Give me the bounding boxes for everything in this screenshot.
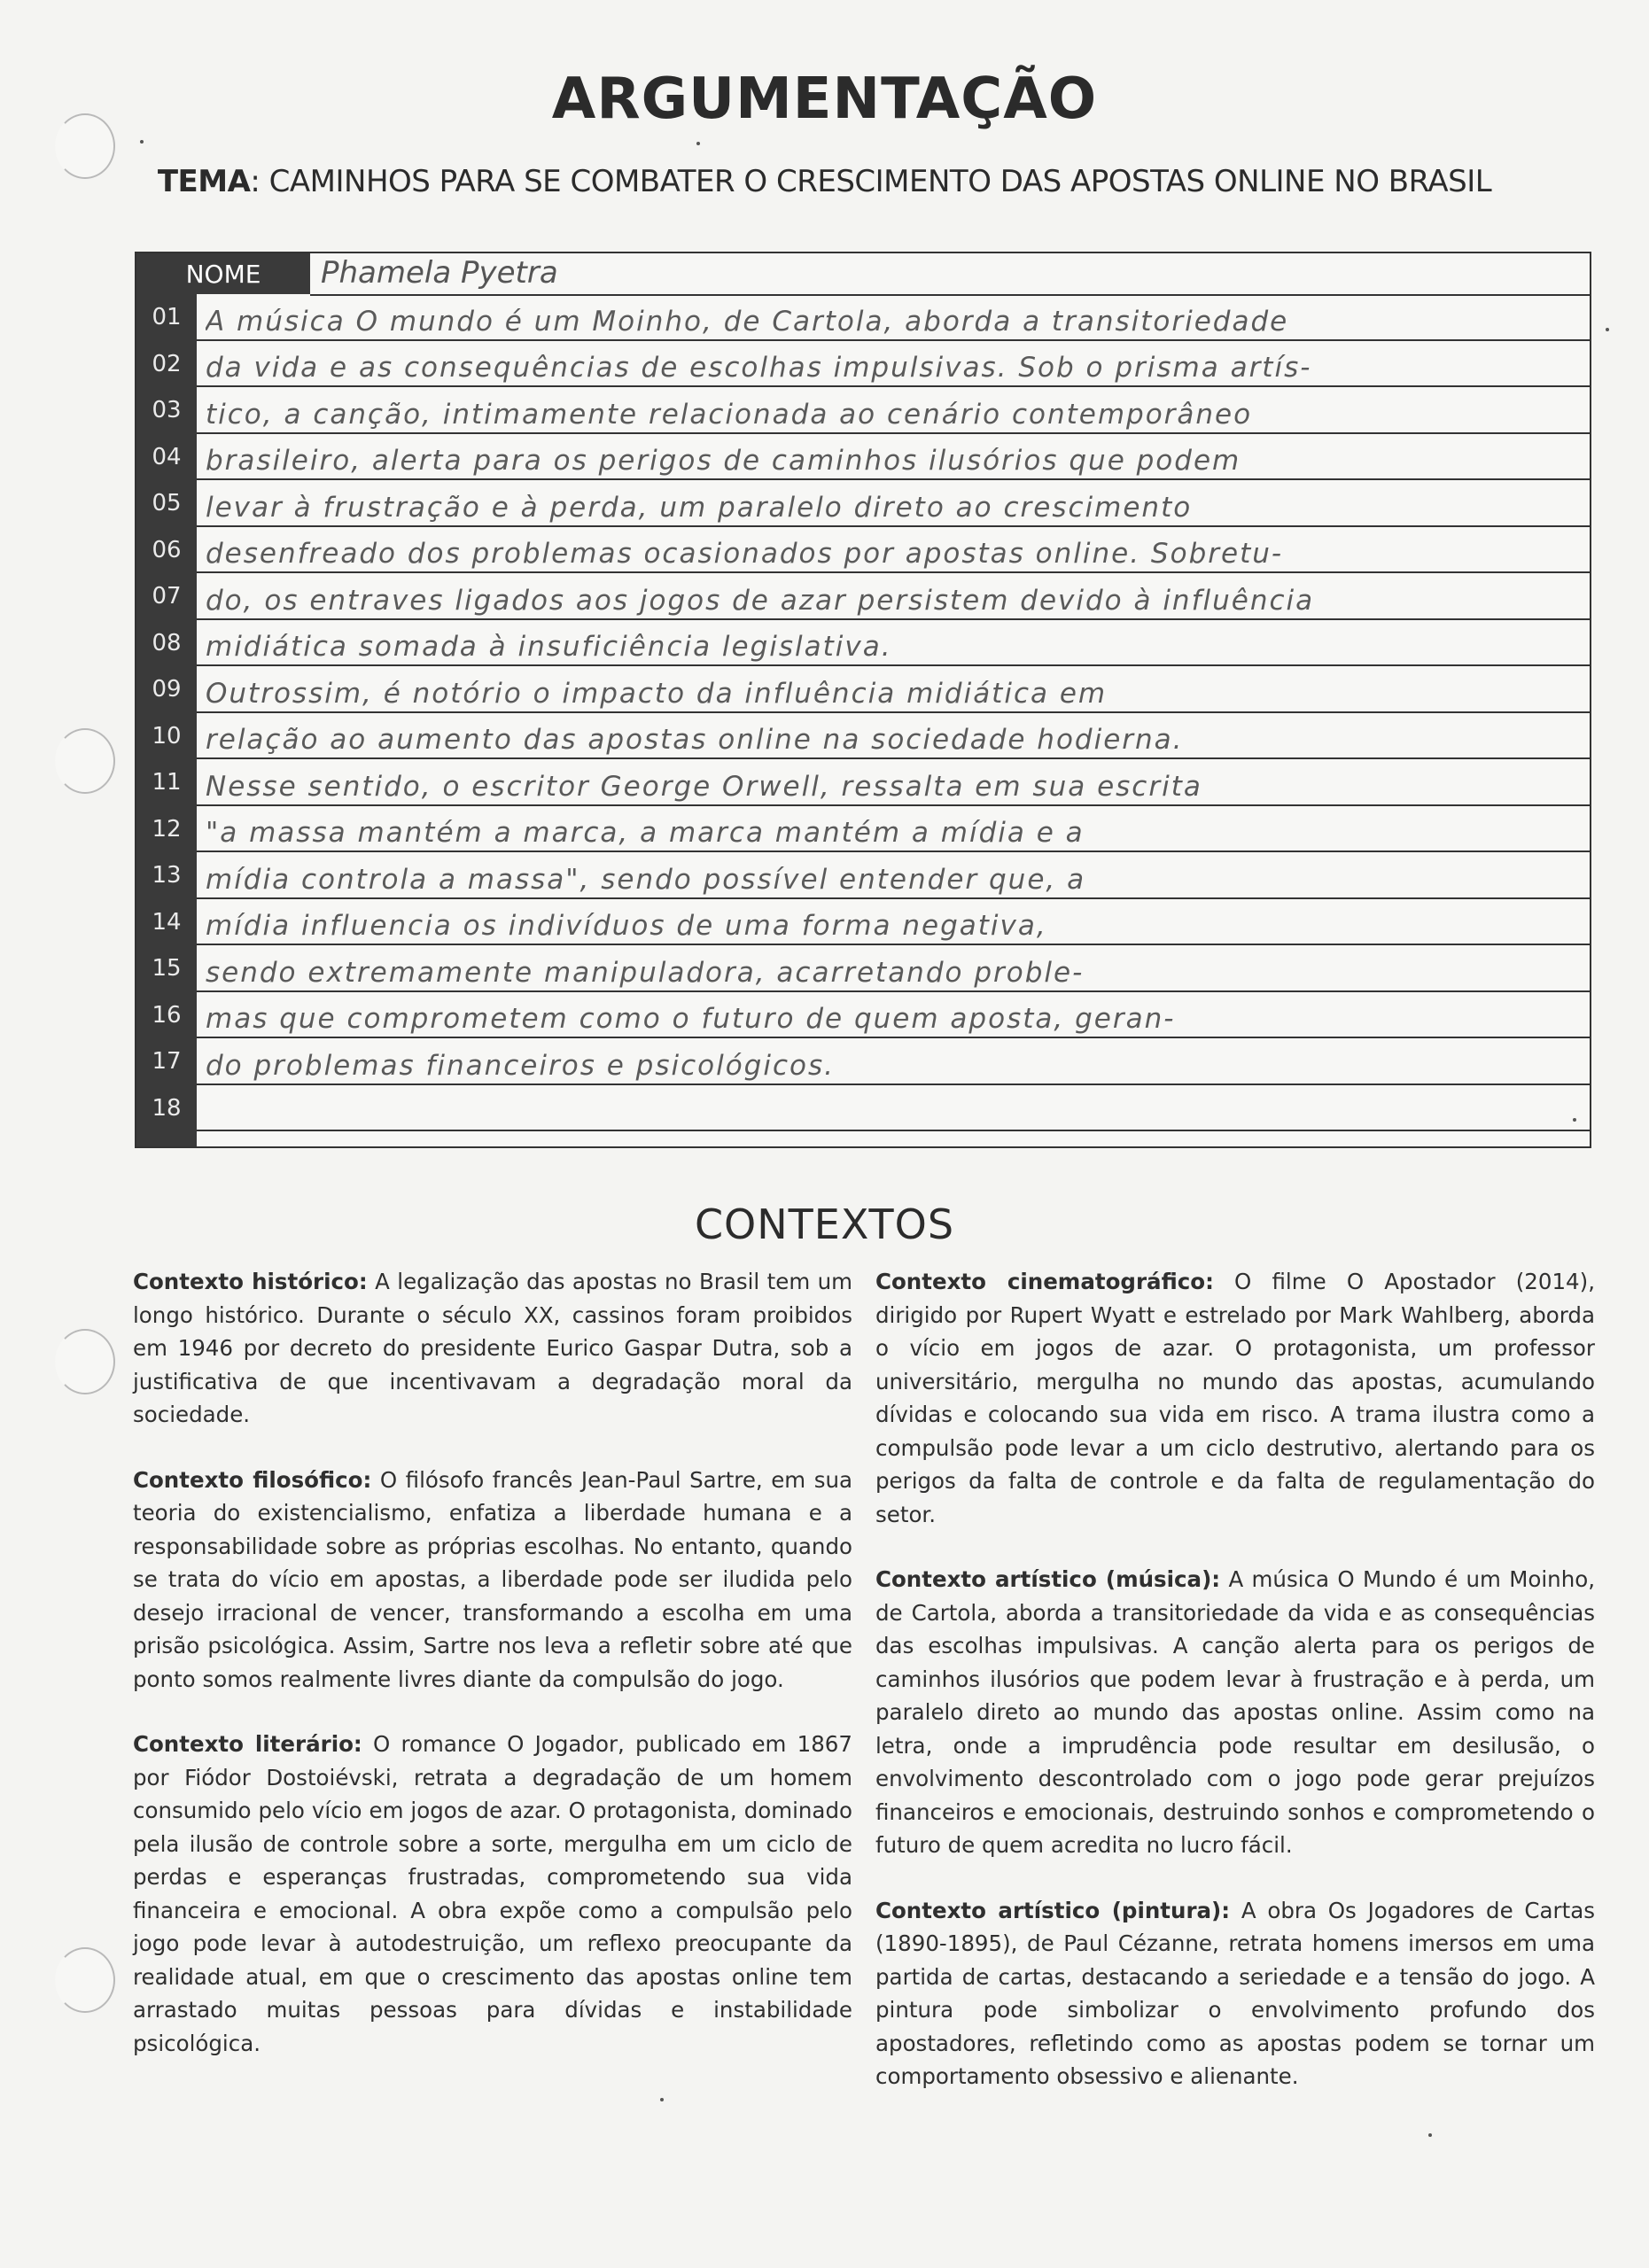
theme-text: : CAMINHOS PARA SE COMBATER O CRESCIMENTO DAS APOSTAS ONLINE NO BRASIL (250, 164, 1492, 199)
context-text: A legalização das apostas no Brasil tem um longo histórico. Durante o século XX, cassinos foram proibidos em 1946 por decreto do presidente Eurico Gaspar Dutra, sob a justificativa de que incentivavam a degradação moral da sociedade. (133, 1269, 853, 1427)
handwritten-text: sendo extremamente manipuladora, acarretando proble- (206, 956, 1085, 989)
context-label: Contexto artístico (música): (875, 1566, 1221, 1592)
handwritten-text: mídia controla a massa", sendo possível entender que, a (206, 863, 1086, 896)
essay-line (136, 992, 1590, 1039)
essay-line (136, 387, 1590, 434)
line-number: 10 (152, 722, 182, 750)
essay-line (136, 294, 1590, 341)
context-label: Contexto literário: (133, 1731, 362, 1757)
context-paragraph (133, 1464, 852, 1697)
line-number: 11 (152, 769, 182, 796)
theme-label: TEMA (157, 164, 251, 199)
handwritten-text: relação ao aumento das apostas online na sociedade hodierna. (206, 724, 1184, 756)
speck (696, 142, 700, 145)
line-number: 05 (152, 490, 182, 517)
contexts-left-column (133, 1265, 852, 2092)
context-label: Contexto histórico: (133, 1269, 368, 1294)
line-number: 02 (152, 350, 182, 377)
handwritten-text: Outrossim, é notório o impacto da influência midiática em (206, 677, 1108, 710)
line-number: 06 (152, 536, 182, 563)
line-number: 07 (152, 583, 182, 610)
context-text: O filme O Apostador (2014), dirigido por Rupert Wyatt e estrelado por Mark Wahlberg, aborda o vício em jogos de azar. O protagonista, um professor universitário, mergulha no mundo das apostas, acumulando dívidas e colocando sua vida em risco. A trama ilustra como a compulsão pode levar a um ciclo destrutivo, alertando para os perigos da falta de controle e da falta de regulamentação do setor. (875, 1269, 1595, 1527)
line-number: 09 (152, 676, 182, 703)
punch-hole (55, 1329, 115, 1394)
handwritten-text: desenfreado dos problemas ocasionados por apostas online. Sobretu- (206, 538, 1284, 570)
context-text: A música O Mundo é um Moinho, de Cartola, aborda a transitoriedade da vida e as consequências das escolhas impulsivas. A canção alerta para os perigos de caminhos ilusórios que podem levar à frustração e à perda, um paralelo direto ao mundo das apostas online. Assim como na letra, onde a imprudência pode resultar em desilusão, o envolvimento descontrolado com o jogo pode gerar prejuízos financeiros e emocionais, destruindo sonhos e comprometendo o futuro de quem acredita no lucro fácil. (875, 1566, 1595, 1858)
name-value: Phamela Pyetra (321, 255, 558, 291)
context-paragraph (875, 1894, 1595, 2093)
handwritten-text: brasileiro, alerta para os perigos de caminhos ilusórios que podem (206, 445, 1241, 477)
handwritten-text: A música O mundo é um Moinho, de Cartola, aborda a transitoriedade (206, 305, 1289, 338)
line-rule (197, 1130, 1590, 1131)
speck (1606, 328, 1609, 331)
essay-line (136, 434, 1590, 481)
speck (1573, 1118, 1576, 1122)
essay-line (136, 480, 1590, 527)
handwritten-text: midiática somada à insuficiência legislativa. (206, 631, 892, 663)
handwritten-text: tico, a canção, intimamente relacionada ao cenário contemporâneo (206, 398, 1253, 431)
essay-line (136, 666, 1590, 713)
handwritten-text: mas que comprometem como o futuro de quem aposta, geran- (206, 1003, 1176, 1035)
line-number: 01 (152, 304, 182, 331)
essay-line (136, 527, 1590, 574)
essay-line (136, 899, 1590, 946)
speck (1428, 2133, 1432, 2137)
essay-line (136, 759, 1590, 806)
writing-sheet (135, 252, 1591, 1148)
theme-line (0, 164, 1649, 199)
name-label: NOME (136, 253, 310, 294)
essay-line (136, 852, 1590, 899)
handwritten-text: Nesse sentido, o escritor George Orwell, ressalta em sua escrita (206, 770, 1202, 803)
handwritten-text: do, os entraves ligados aos jogos de azar persistem devido à influência (206, 584, 1315, 617)
handwritten-text: mídia influencia os indivíduos de uma forma negativa, (206, 910, 1047, 942)
context-text: O romance O Jogador, publicado em 1867 por Fiódor Dostoiévski, retrata a degradação de um homem consumido pelo vício em jogos de azar. O protagonista, dominado pela ilusão de controle sobre a sorte, mergulha em um ciclo de perdas e esperanças frustradas, comprometendo sua vida financeira e emocional. A obra expõe como a compulsão pelo jogo pode levar à autodestruição, um reflexo preocupante da realidade atual, em que o crescimento das apostas online tem arrastado muitas pessoas para dívidas e instabilidade psicológica. (133, 1731, 852, 2056)
handwritten-text: do problemas financeiros e psicológicos. (206, 1049, 835, 1082)
speck (660, 2098, 664, 2101)
line-number: 18 (152, 1094, 182, 1122)
context-paragraph (875, 1563, 1595, 1862)
essay-line (136, 806, 1590, 853)
context-label: Contexto filosófico: (133, 1466, 372, 1493)
handwritten-text: levar à frustração e à perda, um paralelo direto ao crescimento (206, 491, 1193, 524)
line-number: 16 (152, 1001, 182, 1029)
contexts-right-column (875, 1265, 1595, 2125)
line-number: 13 (152, 862, 182, 889)
speck (140, 140, 144, 144)
page-title: ARGUMENTAÇÃO (551, 66, 1098, 132)
line-number: 12 (152, 815, 182, 843)
context-paragraph (133, 1265, 852, 1432)
line-number: 14 (152, 908, 182, 936)
line-number: 15 (152, 955, 182, 983)
context-label: Contexto artístico (pintura): (875, 1897, 1231, 1923)
handwritten-text: "a massa mantém a marca, a marca mantém a mídia e a (206, 817, 1085, 849)
essay-line (136, 620, 1590, 667)
context-paragraph (133, 1728, 852, 2060)
context-text: A obra Os Jogadores de Cartas (1890-1895), de Paul Cézanne, retrata homens imersos em uma partida de cartas, destacando a seriedade e a tensão do jogo. A pintura pode simbolizar o envolvimento profundo dos apostadores, refletindo como as apostas podem se tornar um comportamento obsessivo e alienante. (875, 1897, 1595, 2089)
handwritten-text: da vida e as consequências de escolhas impulsivas. Sob o prisma artís- (206, 352, 1312, 384)
line-number: 04 (152, 443, 182, 470)
essay-line (136, 1038, 1590, 1085)
context-label: Contexto cinematográfico: (875, 1269, 1214, 1294)
essay-line (136, 341, 1590, 388)
line-number: 17 (152, 1048, 182, 1076)
essay-line (136, 713, 1590, 760)
essay-line (136, 945, 1590, 992)
essay-line (136, 1085, 1590, 1132)
punch-hole (55, 728, 115, 794)
line-number: 03 (152, 397, 182, 424)
punch-hole (55, 1947, 115, 2013)
line-number: 08 (152, 629, 182, 656)
context-text: O filósofo francês Jean-Paul Sartre, em sua teoria do existencialismo, enfatiza a liberdade humana e a responsabilidade sobre as próprias escolhas. No entanto, quando se trata do vício em apostas, a liberdade pode ser iludida pelo desejo irracional de vencer, transformando a escolha em uma prisão psicológica. Assim, Sartre nos leva a refletir sobre até que ponto somos realmente livres diante da compulsão do jogo. (133, 1466, 852, 1692)
contexts-title: CONTEXTOS (694, 1200, 955, 1248)
essay-line (136, 573, 1590, 620)
context-paragraph (875, 1265, 1595, 1531)
